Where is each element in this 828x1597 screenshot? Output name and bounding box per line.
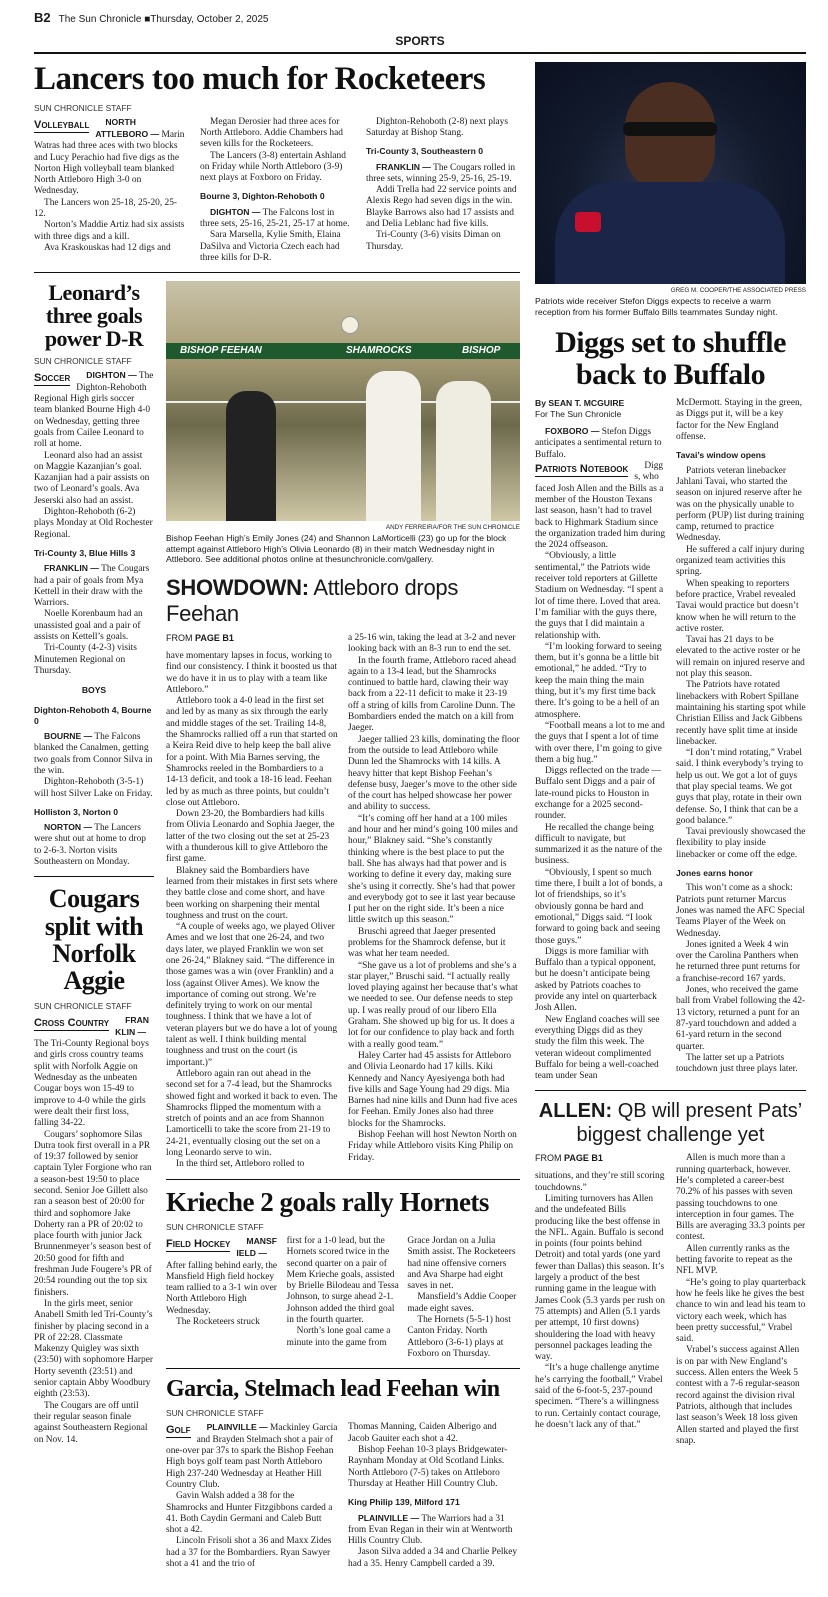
xc-body [34,1015,154,1446]
paragraph: In the third set, Attleboro rolled to [176,1159,305,1170]
showdown-col-1-wrap [166,627,338,1171]
volleyball-headline: Lancers too much for Rocketeers [34,61,486,97]
paragraph: a 25-16 win, taking the lead at 3-2 and never looking back with an 8-3 run to end the set. [348,632,516,655]
page-grid [34,62,806,1570]
dateline: FOXBORO — [545,426,600,437]
player-jersey [555,182,785,284]
paragraph [166,1236,279,1317]
volleyball-col-1 [34,117,188,255]
paragraph: Noelle Korenbaum had an unassisted goal and a pair of assists on Kettell’s goals. [34,609,143,643]
paragraph: “Football means a lot to me and the guys that I spent a lot of time with over there, I’m going to give them a big hug.” [535,720,665,765]
paragraph: Dighton-Rehoboth (2-8) next plays Saturday at Bishop Stang. [366,116,509,138]
sport-label: Volleyball [34,118,90,131]
paragraph-text: The Lancers were shut out at home to drop to 2-6-3. Norton visits Southeastern on Monday. [34,823,146,868]
soccer-body [34,370,154,868]
diggs-photo-credit: GREG M. COOPER/THE ASSOCIATED PRESS [670,287,806,294]
paragraph: The Hornets (5-5-1) host Canton Friday. North Attleboro (3-6-1) plays at Foxboro on Thursday. [407,1315,511,1359]
subhead: Holliston 3, Norton 0 [34,806,119,817]
divider [166,1179,520,1180]
header-rule [34,52,806,54]
affiliation: For The Sun Chronicle [535,409,622,420]
paragraph: Megan Derosier had three aces for North Attleboro. Addie Chambers had seven kills for the Rocketeers. [200,116,343,150]
paragraph: “It’s a huge challenge anytime he’s carrying the football,” Vrabel said of the 6-foot-5, 237-pound specimen. “There’s a willingness to run. Certainly contact courage, he doesn’t lack any of that.” [535,1363,663,1430]
paragraph: Tavai previously showcased the flexibility to play inside linebacker or come off the edge. [676,827,806,860]
diggs-byline [535,398,665,420]
diggs-photo-caption: Patriots wide receiver Stefon Diggs expects to receive a warm reception from his former Buffalo Bills teammates Sunday night. [535,296,778,317]
paragraph: Jaeger tallied 23 kills, dominating the floor from the outside to lead Attleboro while Dunn led the Shamrocks with 14 kills. A heavy hitter that kept Bishop Feehan’s defense busy, Jaeger’s move to the other side of the court has helped showcase her power and ability to success. [348,734,520,813]
dateline: NORTON — [44,822,93,833]
paragraph-text: The Cougars rolled in three sets, winning 25-9, 25-16, 25-19. [366,162,516,184]
paragraph: In the girls meet, senior Anabell Smith led Tri-County’s finisher by placing second in a PR of 22:28. Classmate Makenzy Quigley was sixth (23:50) with sophomore Harper Horty seventh (23:51) and senior captain Abby Woodbury eighth (23:53). [34,1298,153,1400]
paragraph: The latter set up a Patriots touchdown just three plays later. [676,1052,798,1075]
xc-headline: Cougars split with Norfolk Aggie [44,884,144,996]
subhead: Tavai’s window opens [676,450,766,461]
paragraph: Allen currently ranks as the betting favorite to repeat as the NFL MVP. [676,1243,793,1277]
dateline: DIGHTON — [210,206,261,217]
allen-kicker: ALLEN: [538,1100,613,1123]
from-page-link[interactable]: PAGE B1 [195,632,234,643]
paragraph: Bishop Feehan 10-3 plays Bridgewater-Raynham Monday at Old Scotland Links. North Attleboro (7-5) takes on Attleboro Thursday at Heather Hill Country Club. [348,1445,508,1489]
player-figure [436,381,491,521]
paragraph: Down 23-20, the Bombardiers had kills from Olivia Leonardo and Sophia Jaeger, the latter of the two closing out the set at 25-23 with a thunderous kill to give Attleboro the first game. [166,809,335,865]
from-page-link[interactable]: PAGE B1 [564,1153,603,1164]
subhead-center: BOYS [81,685,107,696]
paragraph-text: The Falcons lost in three sets, 25-16, 25-21, 25-17 at home. [200,207,350,230]
paragraph-text: Marin Watras had three aces with two blocks and Lucy Perachio had five digs as the Norton High volleyball team blanked North Attleboro High 3-0 on Wednesday. [34,129,185,197]
dateline: MANSFIELD — [236,1235,277,1259]
paragraph [34,117,188,198]
paragraph [34,1015,154,1130]
diggs-col-1-wrap [535,390,665,1082]
sport-label: Soccer [34,372,71,385]
right-region [535,62,806,1447]
paragraph: “A couple of weeks ago, we played Oliver Ames and we lost that one 26-24, and two days later, we played Franklin we won set one 26-24,” Blakney said. “The difference in those games was a win (over Franklin) and a loss (against Oliver Ames). We know the importance of coming out strong. We’re definitely trying to work on our mental toughness. I think that we have a lot of veteran players but we do have a lot of young talent as well. I think building mental toughness and trust on the court (is important.)” [166,922,338,1068]
golf-col-2 [348,1422,520,1570]
sport-label: Patriots Notebook [535,463,629,476]
paragraph: “He’s going to play quarterback how he feels like he gives the best chance to win and lead his team to victory each week, which has been pretty successful,” Vrabel said. [676,1277,806,1345]
from-label: FROM [535,1153,562,1164]
divider [166,1368,520,1369]
diggs-col-1 [535,426,665,1082]
paragraph: have momentary lapses in focus, working to find our consistency. I think it boosted us that we do have it in us to play with a team like Attleboro.” [166,650,337,695]
fieldhockey-col-1 [166,1236,279,1328]
sport-label: Field Hockey [166,1237,231,1250]
diggs-col-2 [676,398,806,1075]
fieldhockey-staff: SUN CHRONICLE STAFF [166,1221,264,1232]
paragraph [34,731,154,777]
showdown-title: Attleboro drops Feehan [166,574,459,626]
paragraph [34,563,154,609]
showdown-col-2 [348,633,520,1164]
paragraph: Gavin Walsh added a 38 for the Shamrocks and Hunter Fitzgibbons carded a 41. Both Caydin Germani and Caleb Butt shot a 42. [166,1491,333,1536]
golf-col-1 [166,1422,338,1570]
paragraph: Haley Carter had 45 assists for Attleboro and Olivia Leonardo had 17 kills. Kiki Kennedy and Nancy Ayesiyenga both had five kills and Sage Young had 29 digs. Mia Barnes had nine kills and Dunn had five aces for Feehan. Emily Jones also had three blocks for the Shamrocks. [348,1050,518,1129]
paragraph: The Patriots have rotated linebackers with Robert Spillane maintaining his starting spot while Christian Elliss and Jack Gibbens recently have split time at inside linebacker. [676,680,806,747]
fieldhockey-col-3 [407,1236,520,1360]
page-folio [34,10,806,30]
showdown-col-1 [166,651,338,1171]
paragraph: “I’m looking forward to seeing them, but it’s gonna be a little bit emotional,” he added. “Try to keep the main thing the main thing, but it’s my first time back there. It’s going to be a hell of an atmosphere. [535,641,662,720]
xc-staff: SUN CHRONICLE STAFF [34,1000,132,1011]
paragraph: The Lancers (3-8) entertain Ashland on Friday while North Attleboro (3-9) next plays at Foxboro on Friday. [200,150,346,184]
diggs-headline: Diggs set to shuffle back to Buffalo [555,326,786,391]
paragraph [166,1422,338,1491]
allen-col-2 [676,1153,806,1447]
divider [34,876,154,877]
paragraph-text: After falling behind early, the Mansfield High field hockey team rallied to a 3-1 win over North Attleboro High Wednesday. [166,1260,278,1316]
allen-col-1-wrap [535,1147,665,1431]
paragraph-text: The Falcons blanked the Canalmen, getting two goals from Connor Silva in the win. [34,732,153,776]
paragraph: Bishop Feehan will host Newton North on Friday while Attleboro visits King Philip on Friday. [348,1130,517,1163]
volleyball-columns [34,117,520,265]
subhead: Dighton-Rehoboth 4, Bourne 0 [34,704,152,726]
banner-text: BISHOP [462,345,501,357]
golf-headline: Garcia, Stelmach lead Feehan win [166,1376,500,1403]
paragraph: The Cougars are off until their regular season finale against Southeastern Regional on Nov. 14. [34,1400,148,1445]
soccer-staff: SUN CHRONICLE STAFF [34,356,132,367]
paragraph-text: Stefon Diggs anticipates a sentimental return to Buffalo. [535,427,662,460]
volleyball-col-3 [366,117,520,253]
showdown-jump [166,633,338,643]
paragraph: In the fourth frame, Attleboro raced ahead again to a 13-4 lead, but the Shamrocks continued to battle hard, clawing their way back from a 22-11 deficit to make it 23-19 off a string of kills from Caroline Dunn. The Bombardiers ended the match on a kill from Jaeger. [348,655,517,734]
from-label: FROM [166,632,193,643]
paragraph-text: The Tri-County Regional boys and girls cross country teams split with Norfolk Aggie on Wednesday as the unbeaten Cougar boys won 15-49 to improve to 4-0 while the girls were dealt their first loss, falling 34-22. [34,1039,149,1129]
subhead: Tri-County 3, Blue Hills 3 [34,547,136,558]
paragraph: North’s lone goal came a minute into the game from [286,1326,391,1348]
allen-title: QB will present Pats’ biggest challenge yet [576,1100,803,1147]
sport-label: Golf [166,1424,191,1437]
volleyball-photo-caption: Bishop Feehan High’s Emily Jones (24) and Shannon LaMorticelli (23) go up for the block attempt against Attleboro High’s Olivia Leonardo (8) in their match Wednesday night in Attleboro. See additional photos online at thesunchronicle.com/gallery. [166,533,507,565]
paragraph [34,822,154,868]
paragraph: “It’s coming off her hand at a 100 miles and hour and her mind’s going 100 miles and hour,” Blakney said. “She’s constantly thinking where is the best place to put the ball. She has always had that power and is working to define it every day, making sure she’s using it correctly. She’s had that power and everybody got to see it last year because I put her on the right side. It’s been a nice little switch up this season.” [348,813,518,926]
paragraph-text: The Warriors had a 31 from Evan Regan in their win at Wentworth Hills Country Club. [348,1513,513,1547]
paragraph: Patriots veteran linebacker Jahlani Tavai, who started the season on injured reserve after he was on the physically unable to perform (PUP) list during training camp, returned to practice Wednesday. [676,465,805,544]
paragraph [535,461,665,551]
paragraph: Dighton-Rehoboth (3-5-1) will host Silver Lake on Friday. [34,777,153,799]
paragraph: Addi Trella had 22 service points and Alexis Rego had seven digs in the win. Blayke Barrows also had 17 assists and and Delia Leblanc had five kills. [366,185,517,230]
paragraph: Attleboro took a 4-0 lead in the first set and led by as many as six through the early and middle stages of the set. Trailing 14-8, the Shamrocks rallied off a run that started on a Keira Reid dive to help keep the ball alive for a point. With Mia Barnes serving, the Shamrocks reeled in the Bombardiers to a 14-13 deficit, and took a 18-16 lead. Feehan led by as much as three points, but couldn’t close out Attleboro. [166,696,338,808]
divider [34,272,520,273]
paragraph: Jason Silva added a 34 and Charlie Pelkey had a 35. Henry Campbell carded a 39. [348,1547,518,1569]
paragraph [348,1513,520,1548]
banner-text: BISHOP FEEHAN [180,345,262,357]
diggs-columns [535,390,806,1082]
paragraph: Diggs is more familiar with Buffalo than a typical opponent, but he doesn’t anticipate being asked by Patriots coaches to provide any intel on quarterback Josh Allen. [535,946,657,1014]
paragraph: Tri-County (4-2-3) visits Minutemen Regional on Thursday. [34,643,137,676]
left-region [34,62,520,1570]
paragraph: Sara Marsella, Kylie Smith, Elaina DaSilva and Victoria Czech each had three kills for D-R. [200,230,341,263]
subhead: Jones earns honor [676,868,753,879]
paragraph: Jones ignited a Week 4 win over the Carolina Panthers when he returned three punt returns for a franchise-record 167 yards. [676,939,801,984]
patriots-logo [575,212,601,232]
volleyball-col-2 [200,117,354,265]
player-figure [226,391,276,521]
paragraph: Vrabel’s success against Allen is on par with New England’s success. Allen enters the Week 5 contest with a 7-6 regular-season record against the division rival Patriots, although that includes last season’s Week 18 loss given Allen started and played the first snap. [676,1345,800,1446]
paragraph: Tri-County (3-6) visits Diman on Thursday. [366,230,501,252]
dateline: NORTH ATTLEBORO — [95,116,160,139]
paragraph: Limiting turnovers has Allen and the undefeated Bills producing like the best offense in the NFL. Again. Buffalo is second in points (four points behind Detroit) and total yards (one yard fewer than Dallas) this season. It’s largely a product of the best running game in the league with James Cook (5.3 yards per rush on 75 attempts) and Allen (5.1 yards per attempt, 10 first downs) shouldering the load with heavy personnel packages leading the way. [535,1194,665,1363]
paragraph [535,426,665,461]
paragraph-text: Mackinley Garcia and Brayden Stelmach shot a pair of one-over par 37s to spark the Bishop Feehan High boys golf team past North Attleboro High 237-240 Wednesday at Heather Hill Country Club. [166,1423,338,1490]
left-rail [34,281,154,1446]
paragraph: Mansfield’s Addie Cooper made eight saves. [407,1292,517,1314]
paragraph-text: The Dighton-Rehoboth Regional High girls soccer team blanked Bourne High 4-0 on Wednesday, getting three goals from Cailee Leonard to roll at home. [34,371,154,450]
paragraph: Grace Jordan on a Julia Smith assist. The Rocketeers had nine offensive corners and Ava Sharpe had eight saves in net. [407,1235,516,1292]
paragraph: The Lancers won 25-18, 25-20, 25-12. [34,197,178,220]
subhead: Tri-County 3, Southeastern 0 [366,146,483,157]
paragraph: Lincoln Frisoli shot a 36 and Maxx Zides had a 37 for the Bombardiers. Ryan Sawyer shot a 41 and the trio of [166,1536,332,1569]
diggs-photo [535,62,806,284]
paragraph: Jones, who received the game ball from Vrabel following the 42-13 victory, returned a punt for an 87-yard touchdown and added a 61-yard return in the second quarter. [676,985,806,1052]
showdown-columns [166,627,520,1171]
paragraph: This won’t come as a shock: Patriots punt returner Marcus Jones was named the AFC Special Teams Player of the Week on Wednesday. [676,883,805,939]
dateline: FRANKLIN — [376,161,431,172]
paragraph: New England coaches will see everything Diggs did as they study the film this week. The veteran wideout complimented Buffalo for being a well-coached team under Sean [535,1014,660,1082]
golf-staff: SUN CHRONICLE STAFF [166,1408,264,1419]
paragraph: first for a 1-0 lead, but the Hornets scored twice in the second quarter on a pair of Mem Krieche goals, assisted by Brielle Bilodeau and Tessa Johnson, to surge ahead 2-1. Johnson added the third goal in the fourth quarter. [286,1235,399,1326]
paragraph: Dighton-Rehoboth (6-2) plays Monday at Old Rochester Regional. [34,507,153,540]
paragraph: Ava Kraskouskas had 12 digs and [44,242,171,253]
paragraph: The Rocketeers struck [176,1317,260,1328]
paragraph: Bruschi agreed that Jaeger presented problems for the Shamrock defense, but it was what her team needed. [348,926,506,960]
allen-col-1 [535,1171,665,1431]
page-number: B2 [34,10,51,25]
volleyball-photo-credit: ANDY FERREIRA/FOR THE SUN CHRONICLE [385,524,520,532]
lower-left-area [34,281,520,1570]
divider [535,1090,806,1091]
soccer-headline: Leonard’s three goals power D-R [44,280,144,352]
subhead: Bourne 3, Dighton-Rehoboth 0 [200,191,325,202]
dateline: PLAINVILLE — [358,1512,420,1523]
paragraph: “Obviously, I spent so much time there, I built a lot of bonds, a lot of friendships, so it’s obviously gonna be hard and emotional,” Diggs said. “I look forward to going back and seeing those guys.” [535,867,663,946]
fieldhockey-col-2 [287,1236,400,1349]
paragraph: Thomas Manning, Caiden Alberigo and Jacob Gauiter each shot a 42. [348,1422,497,1444]
author: By SEAN T. MCGUIRE [535,398,625,409]
paragraph: Tavai has 21 days to be elevated to the active roster or he will remain on injured reserve and not play this season. [676,635,805,680]
player-head [625,82,715,192]
fieldhockey-headline: Krieche 2 goals rally Hornets [166,1186,489,1217]
paragraph: McDermott. Staying in the green, as Diggs put it, will be a key factor for the New England offense. [676,398,803,443]
paragraph: Leonard also had an assist on Maggie Kazanjian’s goal. Kazanjian had a pair assists on two of Leonard’s goals. Ava Jeserski also had an assist. [34,450,150,506]
subhead: King Philip 139, Milford 171 [348,1497,460,1508]
banner-text: SHAMROCKS [346,345,412,357]
section-title: SPORTS [395,34,445,48]
paragraph: Attleboro again ran out ahead in the second set for a 7-4 lead, but the Shamrocks showed fight and worked it back to even. The Shamrocks flipped the momentum with a stretch of points and an ace from Shannon Lamorticelli to take the score from 21-19 to 24-21, eventually closing out the set on a long Leonardo serve to win. [166,1068,338,1159]
paper-date: The Sun Chronicle ■Thursday, October 2, 2025 [58,14,269,25]
volleyball-staff: SUN CHRONICLE STAFF [34,102,132,113]
allen-headline [535,1099,806,1147]
showdown-kicker: SHOWDOWN: [166,574,309,600]
paragraph-text: The Cougars had a pair of goals from Mya Kettell in their draw with the Warriors. [34,564,150,609]
paragraph-text: Diggs, who faced Josh Allen and the Bills as a member of the Houston Texans last season, hasn’t had to travel back to Highmark Stadium since the organization traded him during the 2024 offseason. [535,461,666,551]
sport-label: Cross Country [34,1016,110,1029]
dateline: PLAINVILLE — [206,1422,268,1433]
dateline: FRANKLIN — [115,1014,149,1037]
allen-columns [535,1147,806,1447]
eye-black [623,122,717,136]
player-figure [366,371,421,521]
dateline: DIGHTON — [86,370,137,381]
paragraph: “I don’t mind rotating,” Vrabel said. I think everybody’s trying to help us out. We got a lot of guys that play special teams. We got guys that play, rotate in their own defense. So, I think that can be a good balance.” [676,748,804,826]
paragraph [34,370,154,450]
paragraph: He recalled the change being difficult to navigate, but summarized it as the nature of the business. [535,822,663,867]
allen-jump [535,1153,665,1163]
showdown-headline [166,575,520,627]
paragraph [200,207,354,231]
paragraph: Allen is much more than a running quarterback, however. He’s completed a career-best 70.2% of his passes with seven passing touchdowns to one interception in four games. The Bills are averaging 33.3 points per contest. [676,1153,806,1243]
paragraph: situations, and they’re still scoring touchdowns.” [535,1171,665,1193]
paragraph: He suffered a calf injury during organized team activities this spring. [676,544,805,578]
paragraph: Diggs reflected on the trade — Buffalo sent Diggs and a pair of late-round picks to Houston in exchange for a 2025 second-rounder. [535,766,661,822]
dateline: FRANKLIN — [44,563,99,574]
paragraph [366,162,520,186]
paragraph: Blakney said the Bombardiers have learned from their mistakes in first sets where they battle close and come short, and have been working on sharpening their mental toughness and trust on the court. [166,865,338,921]
paragraph: Norton’s Maddie Artiz had six assists with three digs and a kill. [34,220,185,242]
dateline: BOURNE — [44,731,93,742]
paragraph: “Obviously, a little sentimental,” the Patriots wide receiver told reporters at Gillette Stadium on Wednesday. “I spent a lot of time there. Loved that area. I’m familiar with the guys there, the guys that I did maintain a relationship with. [535,551,664,641]
paragraph: When speaking to reporters before practice, Vrabel revealed Tavai would practice but doesn’t know when he will return to the active roster. [676,578,799,634]
volleyball-ball [341,316,359,334]
paragraph: “She gave us a lot of problems and she’s a star player,” Bruschi said. “I actually really loved playing against her because that’s what we needed to see. Our defense needs to step up. I was really proud of our libero Ella Graham. She showed up big for us. It does a lot for our confidence to play back and forth with a really good team.” [348,960,518,1050]
paragraph: Cougars’ sophomore Silas Dutra took first overall in a PR of 19:37 followed by senior captain Tyler Forgione who ran a season-best 19:50 to place second. Senior Joe Gillett also ran a season best of 20:00 for third and sophomore Jake Doherty ran a PR of 20:02 to place fourth with junior Jack Brunnenmeyer’s season best of 20:50 good for fifth and freshman Jude Fougere’s PR of 20:54 rounding out the top six finishers. [34,1129,152,1298]
golf-columns [166,1422,520,1570]
volleyball-photo [166,281,520,521]
center-rail [166,281,520,1570]
fieldhockey-columns [166,1236,520,1360]
